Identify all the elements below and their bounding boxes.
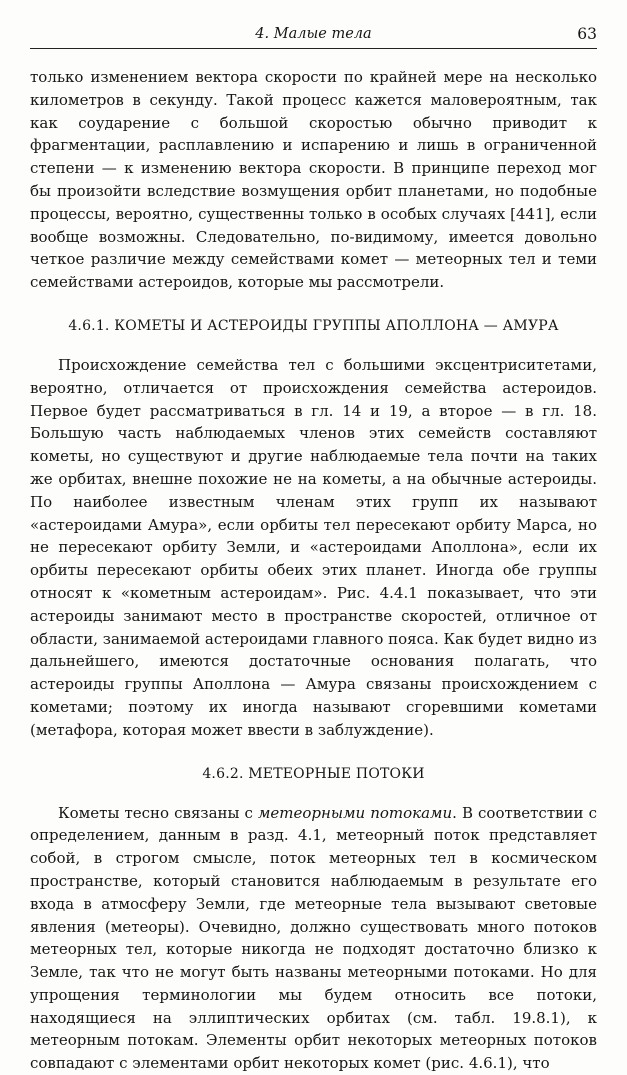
section-heading-comets-asteroids: 4.6.1. КОМЕТЫ И АСТЕРОИДЫ ГРУППЫ АПОЛЛОНА — АМУРА (68, 317, 559, 334)
paragraph-continuation: только изменением вектора скорости по крайней мере на несколько километров в секунду. Такой процесс кажется маловероятным, так как соударение с большой скоростью обычно приводит к фрагментации, расплавлению и испарению и лишь в ограниченной степени — к изменению вектора скорости. В принципе переход мог бы произойти вследствие возмущения орбит планетами, но подобные процессы, вероятно, существенны только в особых случаях [441], если вообще возможны. Следовательно, по-видимому, имеется довольно четкое различие между семействами комет — метеорных тел и теми семействами астероидов, которые мы рассмотрели. (30, 68, 597, 292)
running-head (30, 20, 597, 49)
page-number: 63 (577, 25, 597, 43)
paragraph-meteor-streams (30, 802, 597, 1075)
paragraph-origin-families: Происхождение семейства тел с большими эксцентриситетами, вероятно, отличается от происхождения семейства астероидов. Первое будет рассматриваться в гл. 14 и 19, а второе — в гл. 18. Большую часть наблюдаемых членов этих семейств составляют кометы, но существуют и другие наблюдаемые тела почти на таких же орбитах, внешне похожие не на кометы, а на обычные астероиды. По наиболее известным членам этих групп их называют «астероидами Амура», если орбиты тел пересекают орбиту Марса, но не пересекают орбиту Земли, и «астероидами Аполлона», если их орбиты пересекают орбиты обеих этих планет. Иногда обе группы относят к «кометным астероидам». Рис. 4.4.1 показывает, что эти астероиды занимают место в пространстве скоростей, отличное от области, занимаемой астероидами главного пояса. Как будет видно из дальнейшего, имеются достаточные основания полагать, что астероиды группы Аполлона — Амура связаны происхождением с кометами; поэтому их иногда называют сгоревшими кометами (метафора, которая может ввести в заблуждение). (30, 355, 597, 739)
section-heading-meteor-streams: 4.6.2. МЕТЕОРНЫЕ ПОТОКИ (202, 765, 425, 782)
emphasis-term: метеорными потоками (257, 803, 453, 822)
body-text (30, 66, 597, 1075)
text-run: . В соответствии с определением, данным в разд. 4.1, метеорный поток представляет собой, в строгом смысле, поток метеорных тел в космическом пространстве, который становится наблюдаемым в результате его входа в атмосферу Земли, где метеорные тела вызывают световые явления (метеоры). Очевидно, должно существовать много потоков метеорных тел, которые никогда не подходят достаточно близко к Земле, так что не могут быть названы метеорными потоками. Но для упрощения терминологии мы будем относить все потоки, находящиеся на эллиптических орбитах (см. табл. 19.8.1), к метеорным потокам. Элементы орбит некоторых метеорных потоков совпадают с элементами орбит некоторых комет (рис. 4.6.1), что (30, 803, 597, 1073)
running-title: 4. Малые тела (255, 26, 372, 42)
text-run: Кометы тесно связаны с (58, 803, 258, 822)
